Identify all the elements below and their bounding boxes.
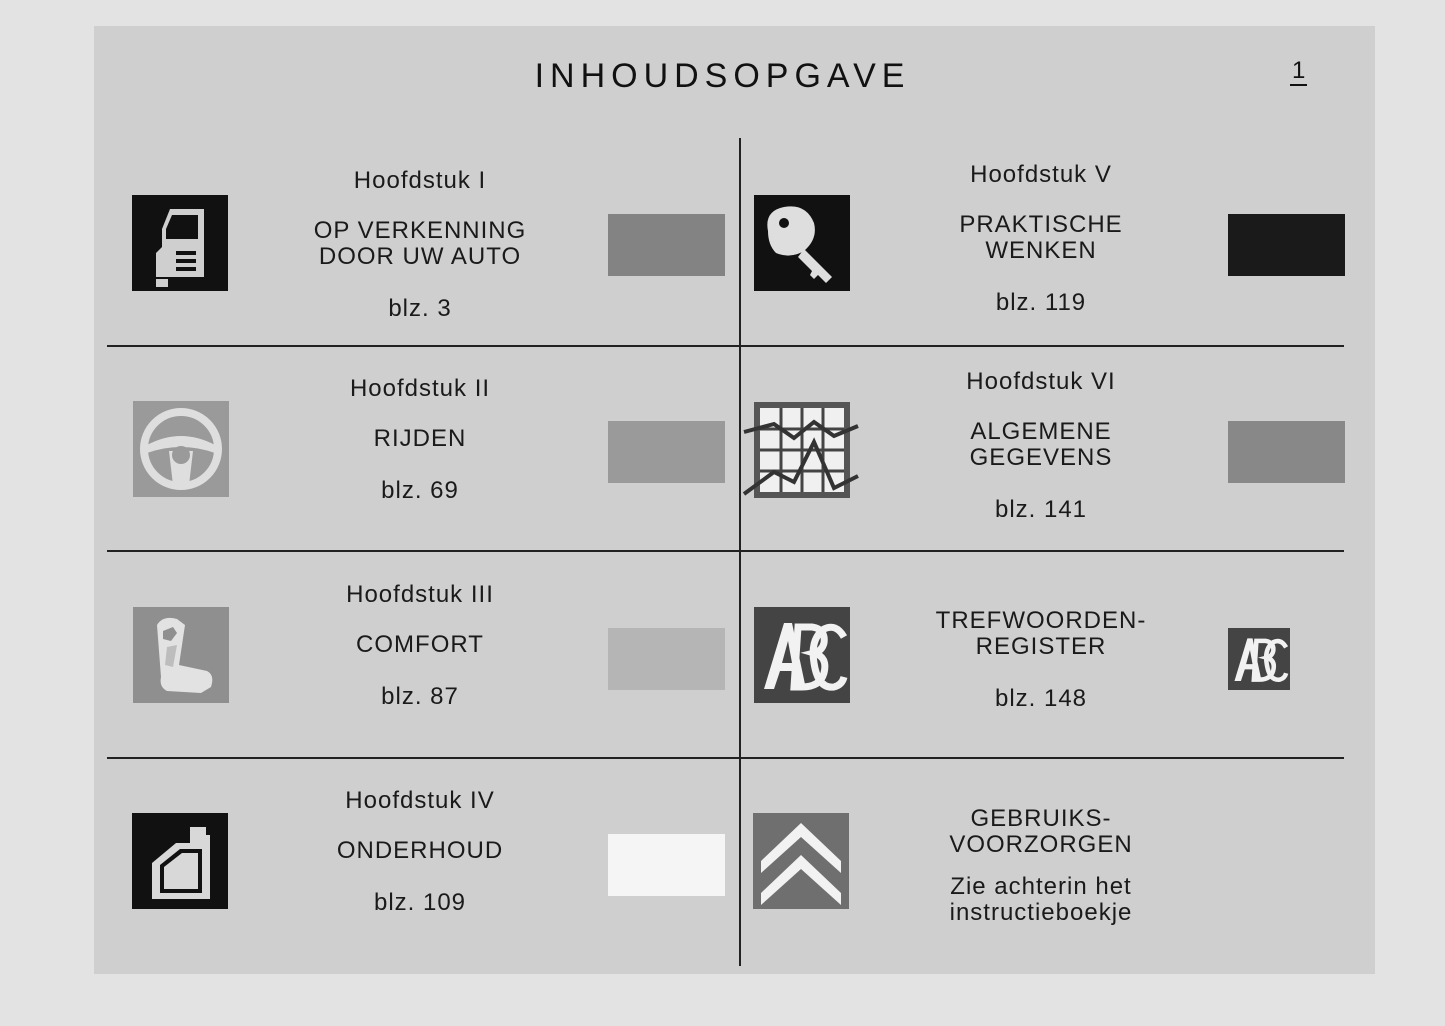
oil-can-icon[interactable] bbox=[132, 813, 228, 909]
chapter-label: Hoofdstuk VI bbox=[966, 368, 1116, 395]
page-reference: Zie achterin het instructieboekje bbox=[949, 873, 1133, 926]
chapter-label: Hoofdstuk II bbox=[349, 375, 491, 402]
column-divider bbox=[739, 138, 741, 966]
page-reference: blz. 148 bbox=[994, 685, 1088, 712]
chapter-color-swatch bbox=[608, 834, 725, 896]
page-number: 1 bbox=[1292, 57, 1306, 84]
steering-wheel-icon[interactable] bbox=[133, 401, 229, 497]
chevrons-logo-icon[interactable] bbox=[753, 813, 849, 909]
chapter-title: OP VERKENNING DOOR UW AUTO bbox=[313, 217, 527, 270]
page-reference: blz. 109 bbox=[373, 889, 467, 916]
chapter-entry[interactable] bbox=[260, 376, 580, 504]
chapter-title: PRAKTISCHE WENKEN bbox=[959, 211, 1123, 264]
chapter-label: Hoofdstuk I bbox=[353, 167, 487, 194]
chapter-entry[interactable] bbox=[260, 168, 580, 322]
abc-icon[interactable] bbox=[754, 607, 850, 703]
chapter-label: Hoofdstuk V bbox=[970, 161, 1112, 188]
graph-grid-icon[interactable] bbox=[754, 402, 850, 498]
chapter-color-swatch bbox=[608, 628, 725, 690]
row-divider bbox=[107, 550, 1344, 552]
key-icon[interactable] bbox=[754, 195, 850, 291]
chapter-entry[interactable] bbox=[881, 369, 1201, 523]
chapter-entry[interactable] bbox=[881, 806, 1201, 926]
chapter-entry[interactable] bbox=[260, 582, 580, 710]
page-reference: blz. 69 bbox=[381, 477, 459, 504]
chapter-label: Hoofdstuk IV bbox=[345, 787, 495, 814]
chapter-color-swatch bbox=[608, 421, 725, 483]
chapter-title: ALGEMENE GEGEVENS bbox=[969, 418, 1113, 471]
chapter-label: Hoofdstuk III bbox=[346, 581, 494, 608]
chapter-color-swatch bbox=[1228, 421, 1345, 483]
chapter-title: TREFWOORDEN- REGISTER bbox=[935, 607, 1147, 660]
row-divider bbox=[107, 345, 1344, 347]
chapter-title: RIJDEN bbox=[373, 425, 467, 452]
page-title: INHOUDSOPGAVE bbox=[534, 57, 911, 95]
chapter-color-swatch bbox=[608, 214, 725, 276]
chapter-title: ONDERHOUD bbox=[336, 837, 504, 864]
chapter-entry[interactable] bbox=[881, 608, 1201, 712]
chapter-title: GEBRUIKS- VOORZORGEN bbox=[949, 805, 1133, 858]
row-divider bbox=[107, 757, 1344, 759]
abc-small-icon bbox=[1228, 628, 1290, 690]
seat-icon[interactable] bbox=[133, 607, 229, 703]
chapter-entry[interactable] bbox=[260, 788, 580, 916]
chapter-color-swatch bbox=[1228, 214, 1345, 276]
car-door-icon[interactable] bbox=[132, 195, 228, 291]
page-reference: blz. 3 bbox=[388, 295, 452, 322]
chapter-entry[interactable] bbox=[881, 162, 1201, 316]
page-reference: blz. 141 bbox=[994, 496, 1088, 523]
page-reference: blz. 87 bbox=[381, 683, 459, 710]
chapter-title: COMFORT bbox=[356, 631, 484, 658]
page-reference: blz. 119 bbox=[995, 289, 1087, 316]
